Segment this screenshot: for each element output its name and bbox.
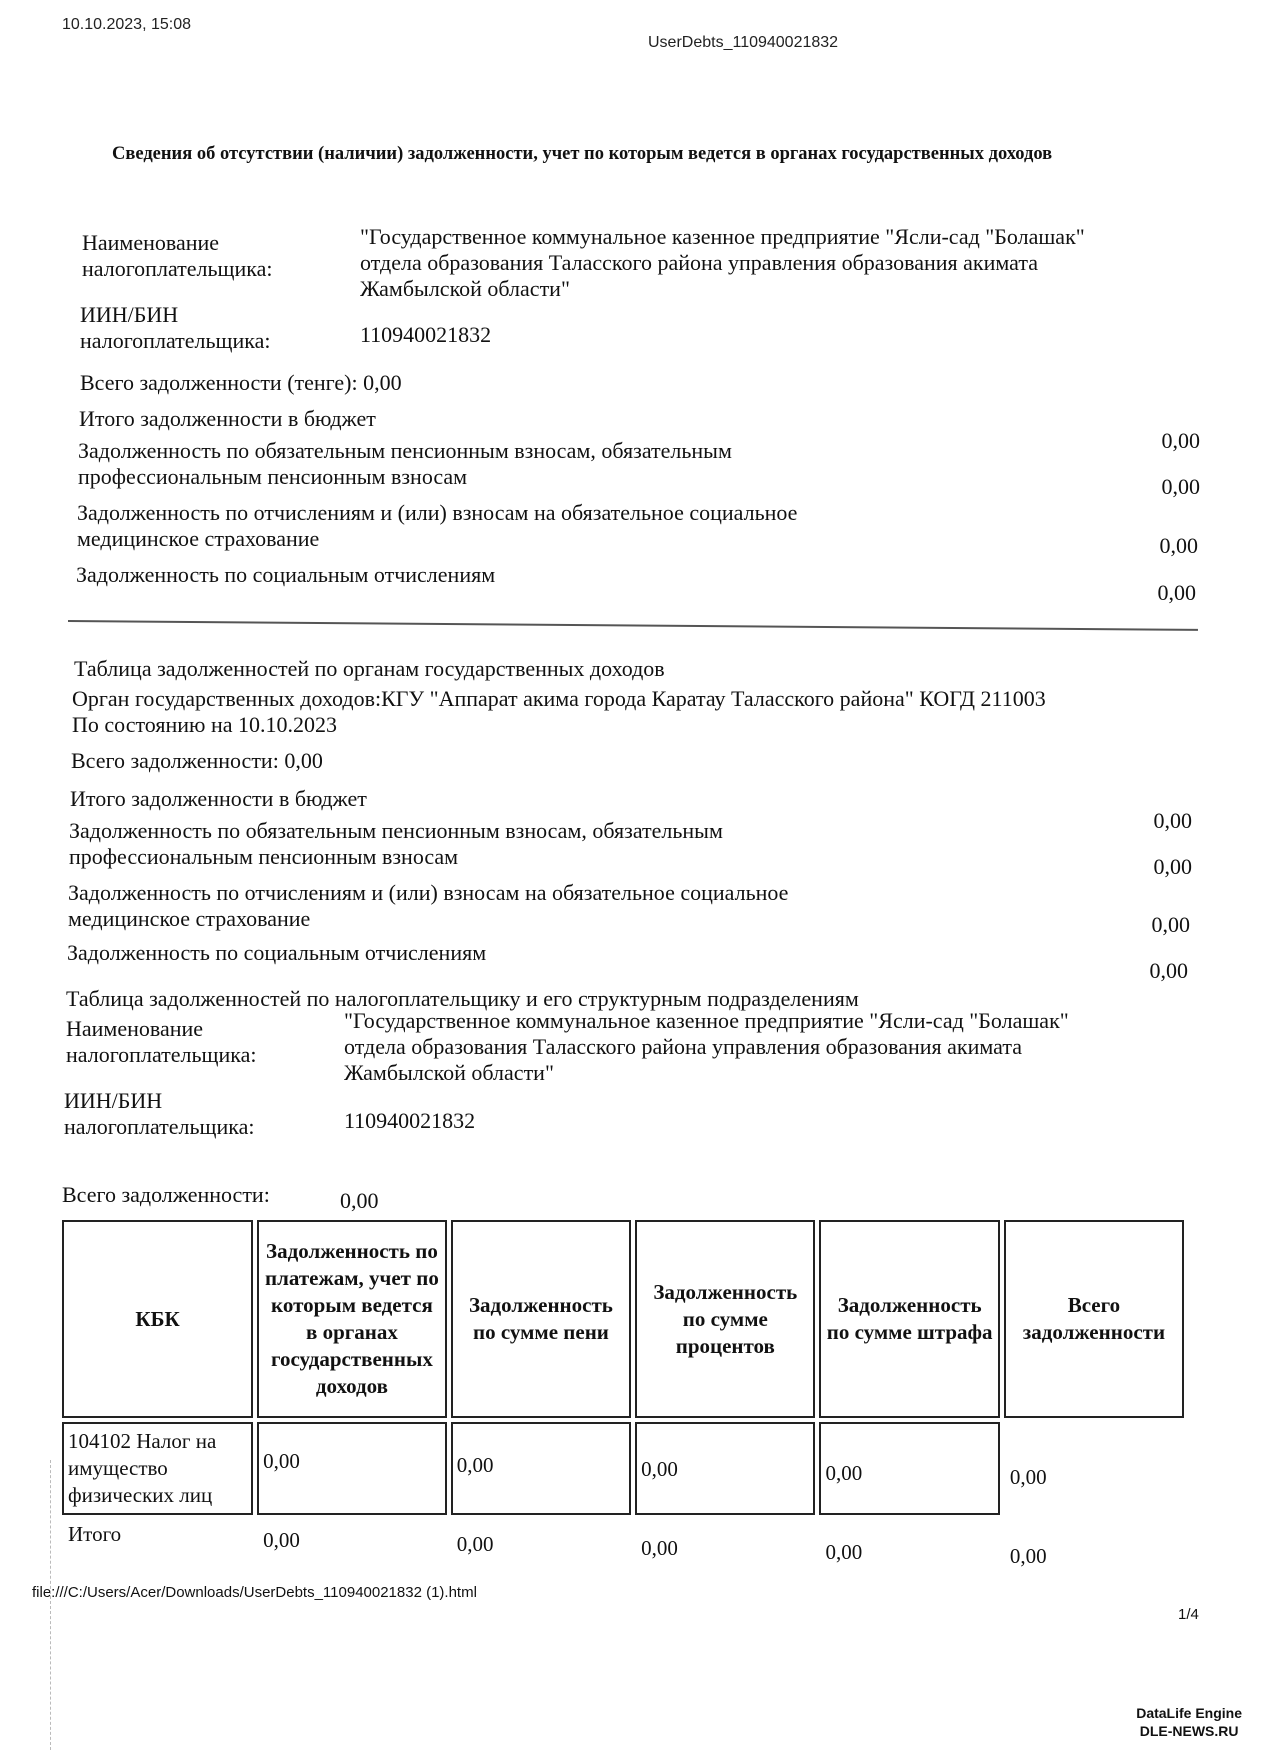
summary-social-value: 0,00 [1157,580,1196,605]
summary-pension-value: 0,00 [1161,474,1200,499]
debt-table-header-row [62,1220,1184,1418]
summary-medical-line2: медицинское страхование [77,526,320,551]
structural-name-label [66,1016,256,1068]
structural-name-label-line1: Наименование [66,1016,204,1041]
organ-total: Всего задолженности: 0,00 [71,748,323,773]
taxpayer-name-value-line3: Жамбылской области" [360,276,570,301]
summary-medical-value: 0,00 [1159,533,1198,558]
col-header-total: Всего задолженности [1004,1220,1184,1418]
footer-page-number: 1/4 [1178,1606,1199,1623]
site-watermark [1136,1704,1242,1740]
table-cell-penalty-interest: 0,00 [451,1422,631,1515]
organ-pension-line1: Задолженность по обязательным пенсионным взносам, обязательным [69,818,723,843]
print-doc-title: UserDebts_110940021832 [648,34,839,51]
table-cell-payments: 0,00 [257,1422,447,1515]
table-total-all: 0,00 [1009,1544,1047,1568]
col-header-payments: Задолженность по платежам, учет по которым ведется в органах государственных доходов [257,1220,447,1418]
structural-name-value-line2: отдела образования Таласского района управления образования акимата [344,1034,1022,1059]
structural-iin-value: 110940021832 [344,1108,476,1133]
table-cell-total: 0,00 [1009,1465,1047,1489]
summary-social-label: Задолженность по социальным отчислениям [76,562,496,587]
organ-as-of: По состоянию на 10.10.2023 [72,712,338,737]
summary-pension-line1: Задолженность по обязательным пенсионным взносам, обязательным [78,438,732,463]
taxpayer-iin-label [80,302,270,354]
table-total-penalty-interest: 0,00 [456,1532,494,1556]
watermark-line2: DLE-NEWS.RU [1139,1723,1239,1739]
structural-total-value: 0,00 [340,1188,379,1213]
organ-pension-line2: профессиональным пенсионным взносам [69,844,459,869]
taxpayer-name-label [82,230,272,282]
col-header-interest: Задолженность по сумме процентов [635,1220,815,1418]
taxpayer-name-value [360,224,1180,302]
organ-social-label: Задолженность по социальным отчислениям [67,940,487,965]
organ-budget-value: 0,00 [1153,808,1192,833]
table-total-interest: 0,00 [641,1536,678,1560]
organ-medical-line2: медицинское страхование [68,906,311,931]
taxpayer-iin-value: 110940021832 [360,322,492,347]
debt-table [58,1216,1188,1580]
col-header-penalty-interest: Задолженность по сумме пени [451,1220,631,1418]
table-row [62,1422,1184,1515]
summary-total: Всего задолженности (тенге): 0,00 [80,370,402,395]
taxpayer-iin-label-line2: налогоплательщика: [80,328,271,353]
structural-iin-label-line1: ИИН/БИН [64,1088,163,1113]
organ-budget-label: Итого задолженности в бюджет [70,786,367,811]
section-divider [68,620,1198,631]
structural-name-label-line2: налогоплательщика: [66,1042,257,1067]
summary-pension-label [78,438,732,490]
organ-line: Орган государственных доходов:КГУ "Аппарат акима города Каратау Таласского района" КОГД 211003 [72,686,1046,711]
structural-name-value-line3: Жамбылской области" [344,1060,554,1085]
col-header-fine: Задолженность по сумме штрафа [819,1220,999,1418]
structural-name-value [344,1008,1174,1086]
structural-iin-label [64,1088,254,1140]
taxpayer-name-value-line2: отдела образования Таласского района управления образования акимата [360,250,1038,275]
summary-medical-line1: Задолженность по отчислениям и (или) взносам на обязательное социальное [77,500,798,525]
structural-name-value-line1: "Государственное коммунальное казенное предприятие "Ясли-сад "Болашак" [344,1008,1069,1033]
taxpayer-name-label-line1: Наименование [82,230,220,255]
summary-pension-line2: профессиональным пенсионным взносам [78,464,468,489]
table-cell-kbk: 104102 Налог на имущество физических лиц [62,1422,253,1515]
col-header-kbk: КБК [62,1220,253,1418]
footer-file-path: file:///C:/Users/Acer/Downloads/UserDebts_110940021832 (1).html [32,1584,477,1601]
scan-margin-marks [50,1460,55,1750]
summary-budget-value: 0,00 [1161,428,1200,453]
organ-pension-value: 0,00 [1153,854,1192,879]
organ-medical-line1: Задолженность по отчислениям и (или) взносам на обязательное социальное [68,880,789,905]
table-cell-interest: 0,00 [635,1422,815,1515]
watermark-line1: DataLife Engine [1136,1705,1242,1721]
taxpayer-iin-label-line1: ИИН/БИН [80,302,179,327]
table-total-payments: 0,00 [263,1528,300,1552]
structural-iin-label-line2: налогоплательщика: [64,1114,255,1139]
organ-medical-label [68,880,788,932]
table-total-row [62,1519,1184,1576]
organ-pension-label [69,818,723,870]
organ-medical-value: 0,00 [1151,912,1190,937]
organ-social-value: 0,00 [1149,958,1188,983]
document-title: Сведения об отсутствии (наличии) задолженности, учет по которым ведется в органах государственных доходов [112,144,1053,164]
print-datetime: 10.10.2023, 15:08 [62,16,192,33]
taxpayer-name-label-line2: налогоплательщика: [82,256,273,281]
summary-budget-label: Итого задолженности в бюджет [79,406,376,431]
table-total-fine: 0,00 [825,1540,863,1564]
structural-total-label: Всего задолженности: [62,1182,270,1207]
summary-medical-label [77,500,797,552]
table-total-label: Итого [68,1522,122,1546]
taxpayer-name-value-line1: "Государственное коммунальное казенное предприятие "Ясли-сад "Болашак" [360,224,1085,249]
structural-table-title: Таблица задолженностей по налогоплательщику и его структурным подразделениям [66,986,859,1011]
table-cell-fine: 0,00 [819,1422,999,1515]
organ-table-title: Таблица задолженностей по органам государственных доходов [74,656,665,681]
